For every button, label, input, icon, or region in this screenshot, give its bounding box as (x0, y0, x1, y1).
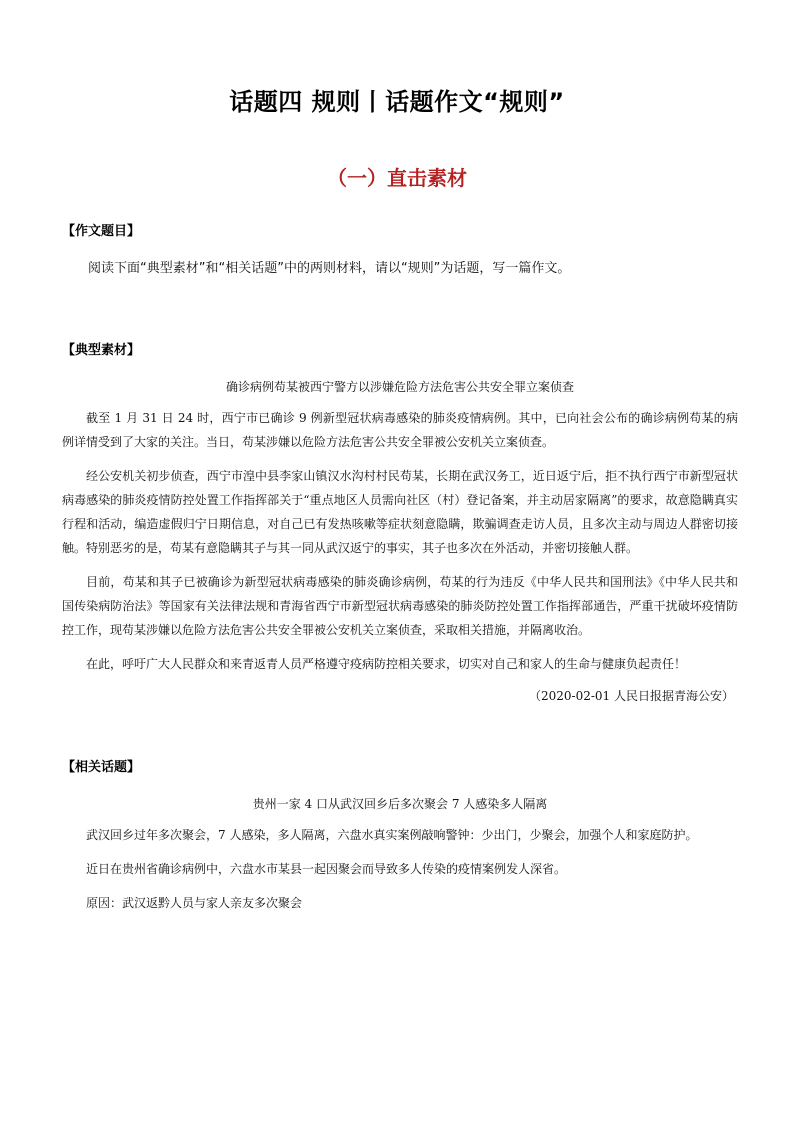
typical-material-paragraph: 在此，呼吁广大人民群众和来青返青人员严格遵守疫病防控相关要求，切实对自己和家人的生命与健康负起责任！ (86, 657, 687, 671)
spacer (62, 279, 738, 341)
section-subtitle: （一）直击素材 (327, 166, 467, 190)
typical-material-paragraph: 截至 1 月 31 日 24 时，西宁市已确诊 9 例新型冠状病毒感染的肺炎疫情病例。其中，已向社会公布的确诊病例苟某的病例详情受到了大家的关注。当日，苟某涉嫌以危险方法危害公共安全罪被公安机关立案侦查。 (62, 411, 738, 449)
prompt-text: 阅读下面“典型素材”和“相关话题”中的两则材料，请以“规则”为话题，写一篇作文。 (88, 261, 571, 276)
spacer (62, 706, 738, 758)
article-source: （2020-02-01 人民日报据青海公安） (528, 689, 734, 703)
related-topic-paragraph: 武汉回乡过年多次聚会，7 人感染，多人隔离，六盘水真实案例敲响警钟：少出门，少聚会，加强个人和家庭防护。 (86, 828, 698, 842)
typical-material-paragraph: 目前，苟某和其子已被确诊为新型冠状病毒感染的肺炎确诊病例，苟某的行为违反《中华人民共和国刑法》《中华人民共和国传染病防治法》等国家有关法律法规和青海省西宁市新型冠状病毒感染的肺炎防控处置工作指挥部通告，严重干扰破坏疫情防控工作，现苟某涉嫌以危险方法危害公共安全罪被公安机关立案侦查，采取相关措施，并隔离收治。 (62, 575, 738, 637)
document-body (62, 222, 738, 925)
related-topic-paragraph: 原因：武汉返黔人员与家人亲友多次聚会 (86, 896, 303, 910)
related-topic-paragraph: 近日在贵州省确诊病例中，六盘水市某县一起因聚会而导致多人传染的疫情案例发人深省。 (86, 862, 567, 876)
page-title: 话题四 规则丨话题作文“规则” (229, 88, 565, 116)
typical-material-paragraph: 经公安机关初步侦查，西宁市湟中县李家山镇汉水沟村村民苟某，长期在武汉务工，近日返宁后，拒不执行西宁市新型冠状病毒感染的肺炎疫情防控处置工作指挥部关于“重点地区人员需向社区（村）登记备案，并主动居家隔离”的要求，故意隐瞒真实行程和活动，编造虚假归宁日期信息，对自己已有发热咳嗽等症状刻意隐瞒，欺骗调查走访人员，且多次主动与周边人群密切接触。特别恶劣的是，苟某有意隐瞒其子与其一同从武汉返宁的事实，其子也多次在外活动，并密切接触人群。 (62, 469, 738, 555)
related-topic-label: 【相关话题】 (62, 760, 141, 775)
typical-material-article-title: 确诊病例苟某被西宁警方以涉嫌危险方法危害公共安全罪立案侦查 (225, 380, 574, 394)
prompt-label: 【作文题目】 (62, 224, 141, 239)
related-topic-article-title: 贵州一家 4 口从武汉回乡后多次聚会 7 人感染多人隔离 (252, 797, 548, 811)
typical-material-label: 【典型素材】 (62, 343, 141, 358)
